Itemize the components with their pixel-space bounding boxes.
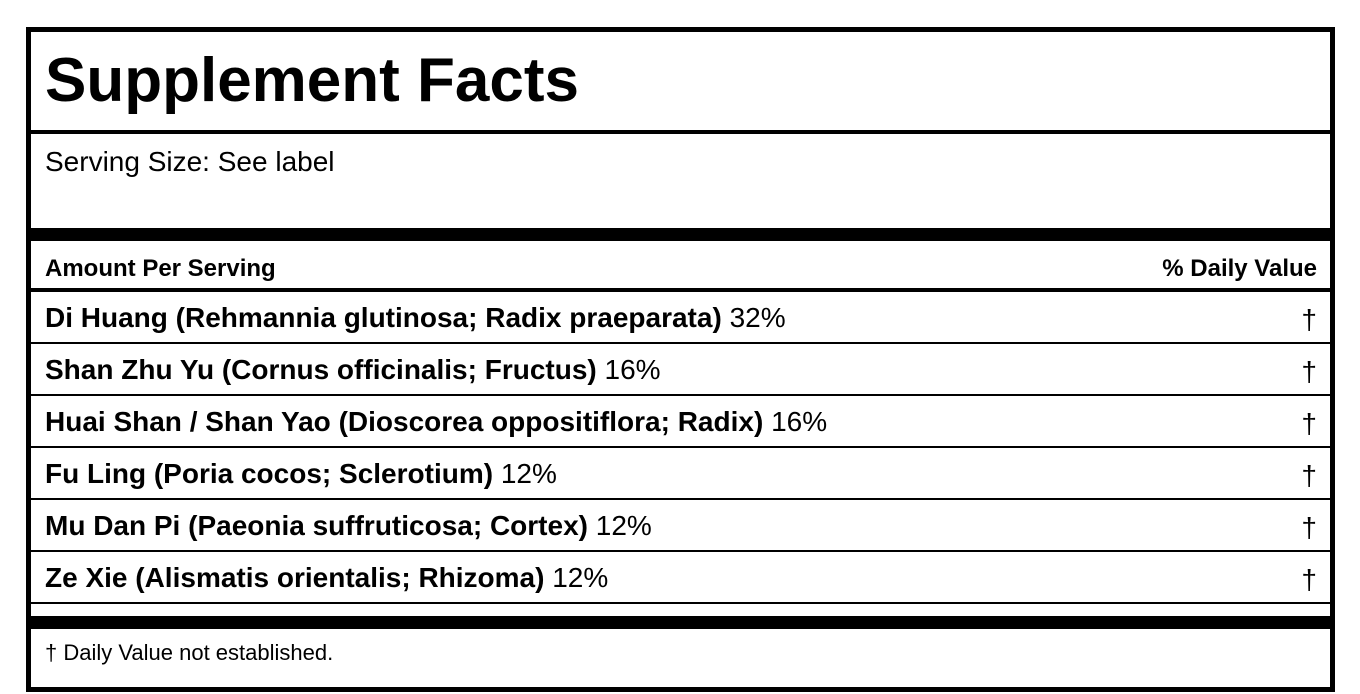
ingredient-name-amount	[45, 512, 652, 540]
thick-rule-bottom	[31, 616, 1330, 629]
daily-value-dagger: †	[1301, 460, 1317, 491]
daily-value-dagger: †	[1301, 356, 1317, 387]
ingredient-row	[31, 344, 1330, 396]
ingredient-name-amount	[45, 408, 827, 436]
serving-size: Serving Size: See label	[45, 146, 335, 177]
supplement-facts-panel	[26, 27, 1335, 692]
daily-value-dagger: †	[1301, 564, 1317, 595]
footnote: † Daily Value not established.	[45, 640, 334, 665]
daily-value-dagger: †	[1301, 304, 1317, 335]
ingredient-row	[31, 292, 1330, 344]
ingredient-name-amount	[45, 564, 608, 592]
daily-value-dagger: †	[1301, 408, 1317, 439]
ingredient-name-amount	[45, 356, 661, 384]
amount-per-serving-header: Amount Per Serving	[45, 255, 276, 282]
ingredient-name: Fu Ling (Poria cocos; Sclerotium)	[45, 458, 494, 489]
ingredient-row	[31, 552, 1330, 604]
panel-title: Supplement Facts	[45, 46, 579, 115]
ingredient-amount: 12%	[500, 458, 557, 489]
ingredient-name-amount	[45, 304, 786, 332]
ingredient-row	[31, 396, 1330, 448]
row-rule	[31, 602, 1330, 604]
daily-value-dagger: †	[1301, 512, 1317, 543]
thick-rule-top	[31, 228, 1330, 241]
ingredient-name: Ze Xie (Alismatis orientalis; Rhizoma)	[45, 562, 545, 593]
ingredient-name-amount	[45, 460, 557, 488]
ingredient-row	[31, 448, 1330, 500]
ingredient-name: Di Huang (Rehmannia glutinosa; Radix praeparata)	[45, 302, 722, 333]
ingredient-name: Shan Zhu Yu (Cornus officinalis; Fructus)	[45, 354, 597, 385]
ingredient-amount: 12%	[552, 562, 609, 593]
ingredient-name: Mu Dan Pi (Paeonia suffruticosa; Cortex)	[45, 510, 588, 541]
ingredient-amount: 32%	[729, 302, 786, 333]
daily-value-header: % Daily Value	[1162, 255, 1317, 282]
ingredient-amount: 16%	[771, 406, 828, 437]
ingredient-amount: 16%	[604, 354, 661, 385]
ingredient-amount: 12%	[595, 510, 652, 541]
title-rule	[31, 130, 1330, 134]
ingredient-name: Huai Shan / Shan Yao (Dioscorea oppositiflora; Radix)	[45, 406, 764, 437]
ingredient-row	[31, 500, 1330, 552]
